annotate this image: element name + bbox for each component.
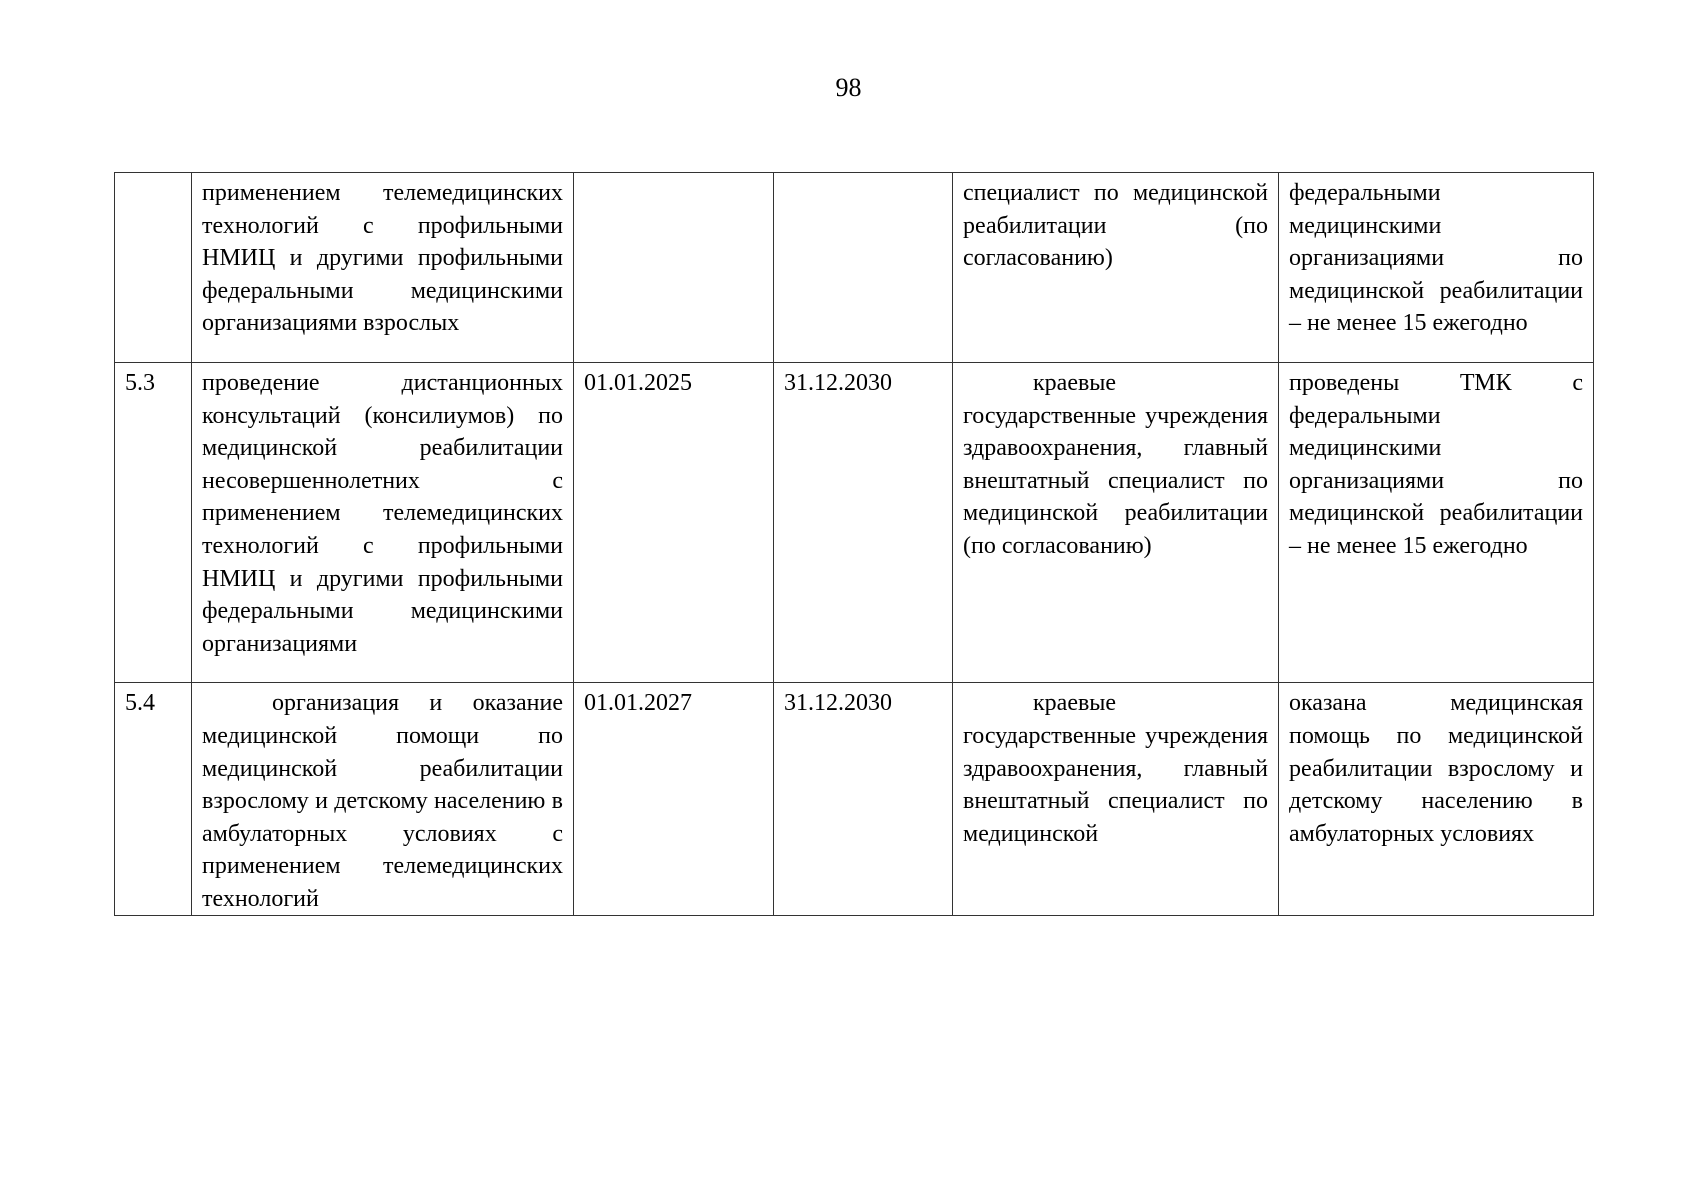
start-date-cell: 01.01.2027 xyxy=(574,683,774,916)
result-cell: федеральными медицинскими организациями по медицинской реабилитации – не менее 15 ежегодно xyxy=(1279,173,1594,363)
activity-cell: организация и оказание медицинской помощи по медицинской реабилитации взрослому и детскому населению в амбулаторных условиях с применением телемедицинских технологий xyxy=(192,683,574,916)
end-date-cell xyxy=(774,173,953,363)
table-row xyxy=(115,362,1594,682)
row-number-cell: 5.3 xyxy=(115,362,192,682)
end-date-cell: 31.12.2030 xyxy=(774,683,953,916)
row-number-cell xyxy=(115,173,192,363)
activity-cell: применением телемедицинских технологий с профильными НМИЦ и другими профильными федеральными медицинскими организациями взрослых xyxy=(192,173,574,363)
start-date-cell: 01.01.2025 xyxy=(574,362,774,682)
measures-table xyxy=(114,172,1594,916)
page-number: 98 xyxy=(835,73,862,102)
start-date-cell xyxy=(574,173,774,363)
row-number-cell: 5.4 xyxy=(115,683,192,916)
result-cell: проведены ТМК с федеральными медицинскими организациями по медицинской реабилитации – не менее 15 ежегодно xyxy=(1279,362,1594,682)
end-date-cell: 31.12.2030 xyxy=(774,362,953,682)
activity-cell: проведение дистанционных консультаций (консилиумов) по медицинской реабилитации несовершеннолетних с применением телемедицинских технологий с профильными НМИЦ и другими профильными федеральными медицинскими организациями xyxy=(192,362,574,682)
responsible-cell: специалист по медицинской реабилитации (по согласованию) xyxy=(953,173,1279,363)
table-row xyxy=(115,683,1594,916)
table-row xyxy=(115,173,1594,363)
responsible-cell: краевые государственные учреждения здравоохранения, главный внештатный специалист по медицинской реабилитации (по согласованию) xyxy=(953,362,1279,682)
result-cell: оказана медицинская помощь по медицинской реабилитации взрослому и детскому населению в амбулаторных условиях xyxy=(1279,683,1594,916)
responsible-cell: краевые государственные учреждения здравоохранения, главный внештатный специалист по медицинской xyxy=(953,683,1279,916)
